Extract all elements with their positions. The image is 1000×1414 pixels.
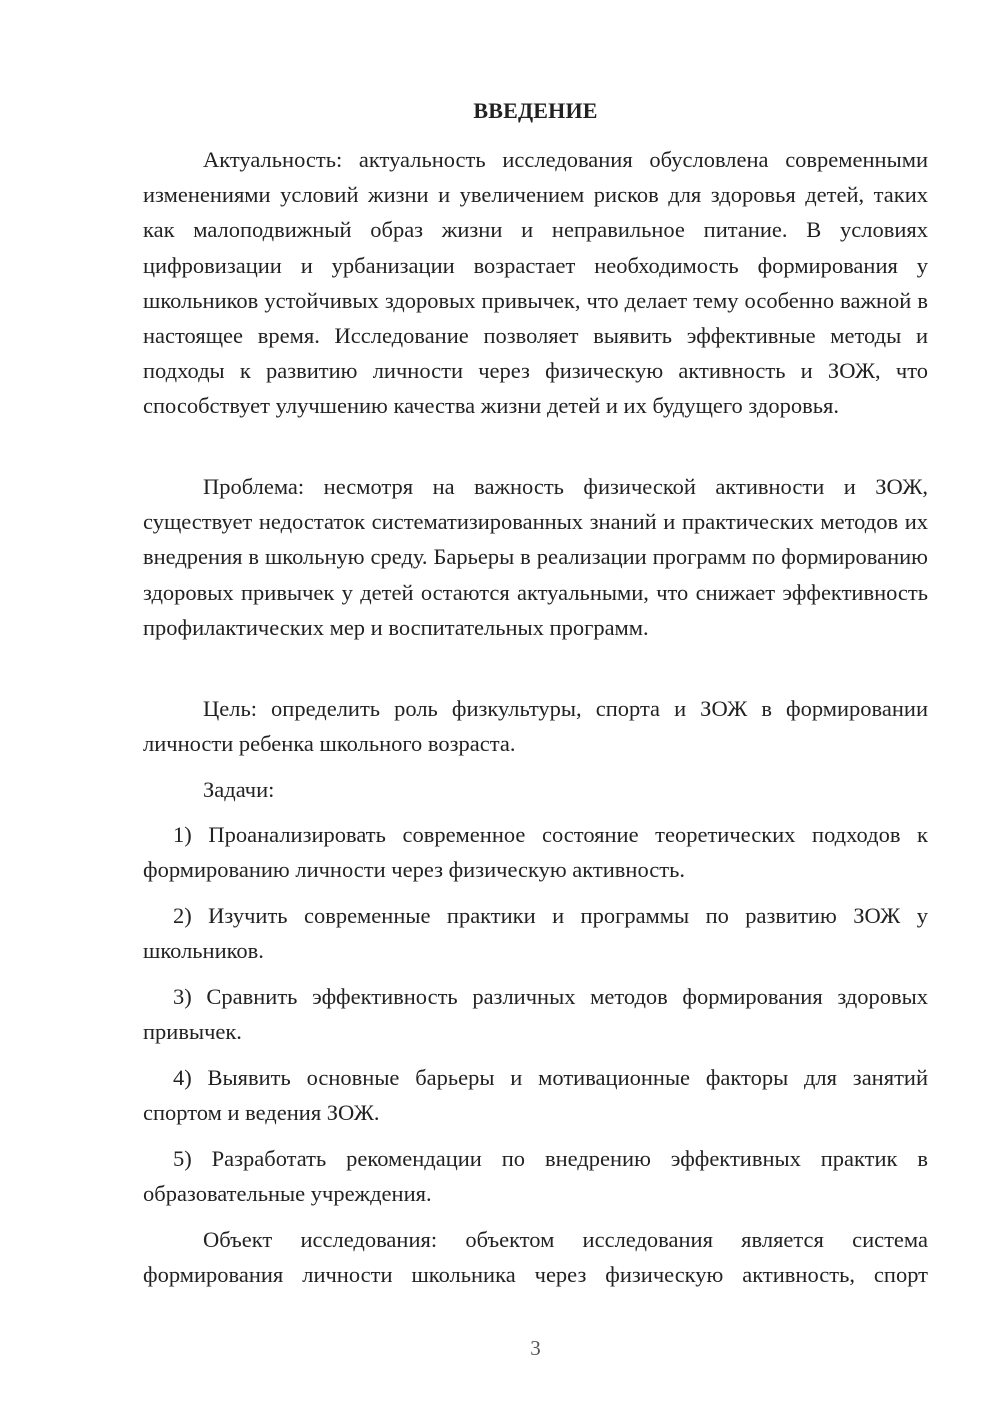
section-heading: ВВЕДЕНИЕ: [473, 98, 598, 123]
relevance-paragraph: Актуальность: актуальность исследования обусловлена современными изменениями условий жизни и увеличением рисков для здоровья детей, таких как малоподвижный образ жизни и неправильное питание. В условиях цифровизации и урбанизации возрастает необходимость формирования у школьников устойчивых здоровых привычек, что делает тему особенно важной в настоящее время. Исследование позволяет выявить эффективные методы и подходы к развитию личности через физическую активность и ЗОЖ, что способствует улучшению качества жизни детей и их будущего здоровья.: [143, 147, 928, 419]
page-number: 3: [530, 1336, 541, 1360]
goal-paragraph: Цель: определить роль физкультуры, спорта и ЗОЖ в формировании личности ребенка школьного возраста.: [143, 696, 928, 757]
task-item-1: 1) Проанализировать современное состояние теоретических подходов к формированию личности через физическую активность.: [143, 822, 928, 883]
task-item-2: 2) Изучить современные практики и программы по развитию ЗОЖ у школьников.: [143, 903, 928, 964]
problem-paragraph: Проблема: несмотря на важность физической активности и ЗОЖ, существует недостаток систематизированных знаний и практических методов их внедрения в школьную среду. Барьеры в реализации программ по формированию здоровых привычек у детей остаются актуальными, что снижает эффективность профилактических мер и воспитательных программ.: [143, 474, 928, 640]
task-item-3: 3) Сравнить эффективность различных методов формирования здоровых привычек.: [143, 984, 928, 1045]
object-paragraph: Объект исследования: объектом исследования является система формирования личности школьника через физическую активность, спорт: [143, 1227, 928, 1288]
task-item-5: 5) Разработать рекомендации по внедрению эффективных практик в образовательные учреждения.: [143, 1146, 928, 1207]
document-page: [143, 0, 928, 1414]
task-item-4: 4) Выявить основные барьеры и мотивационные факторы для занятий спортом и ведения ЗОЖ.: [143, 1065, 928, 1126]
tasks-heading: Задачи:: [203, 777, 275, 802]
